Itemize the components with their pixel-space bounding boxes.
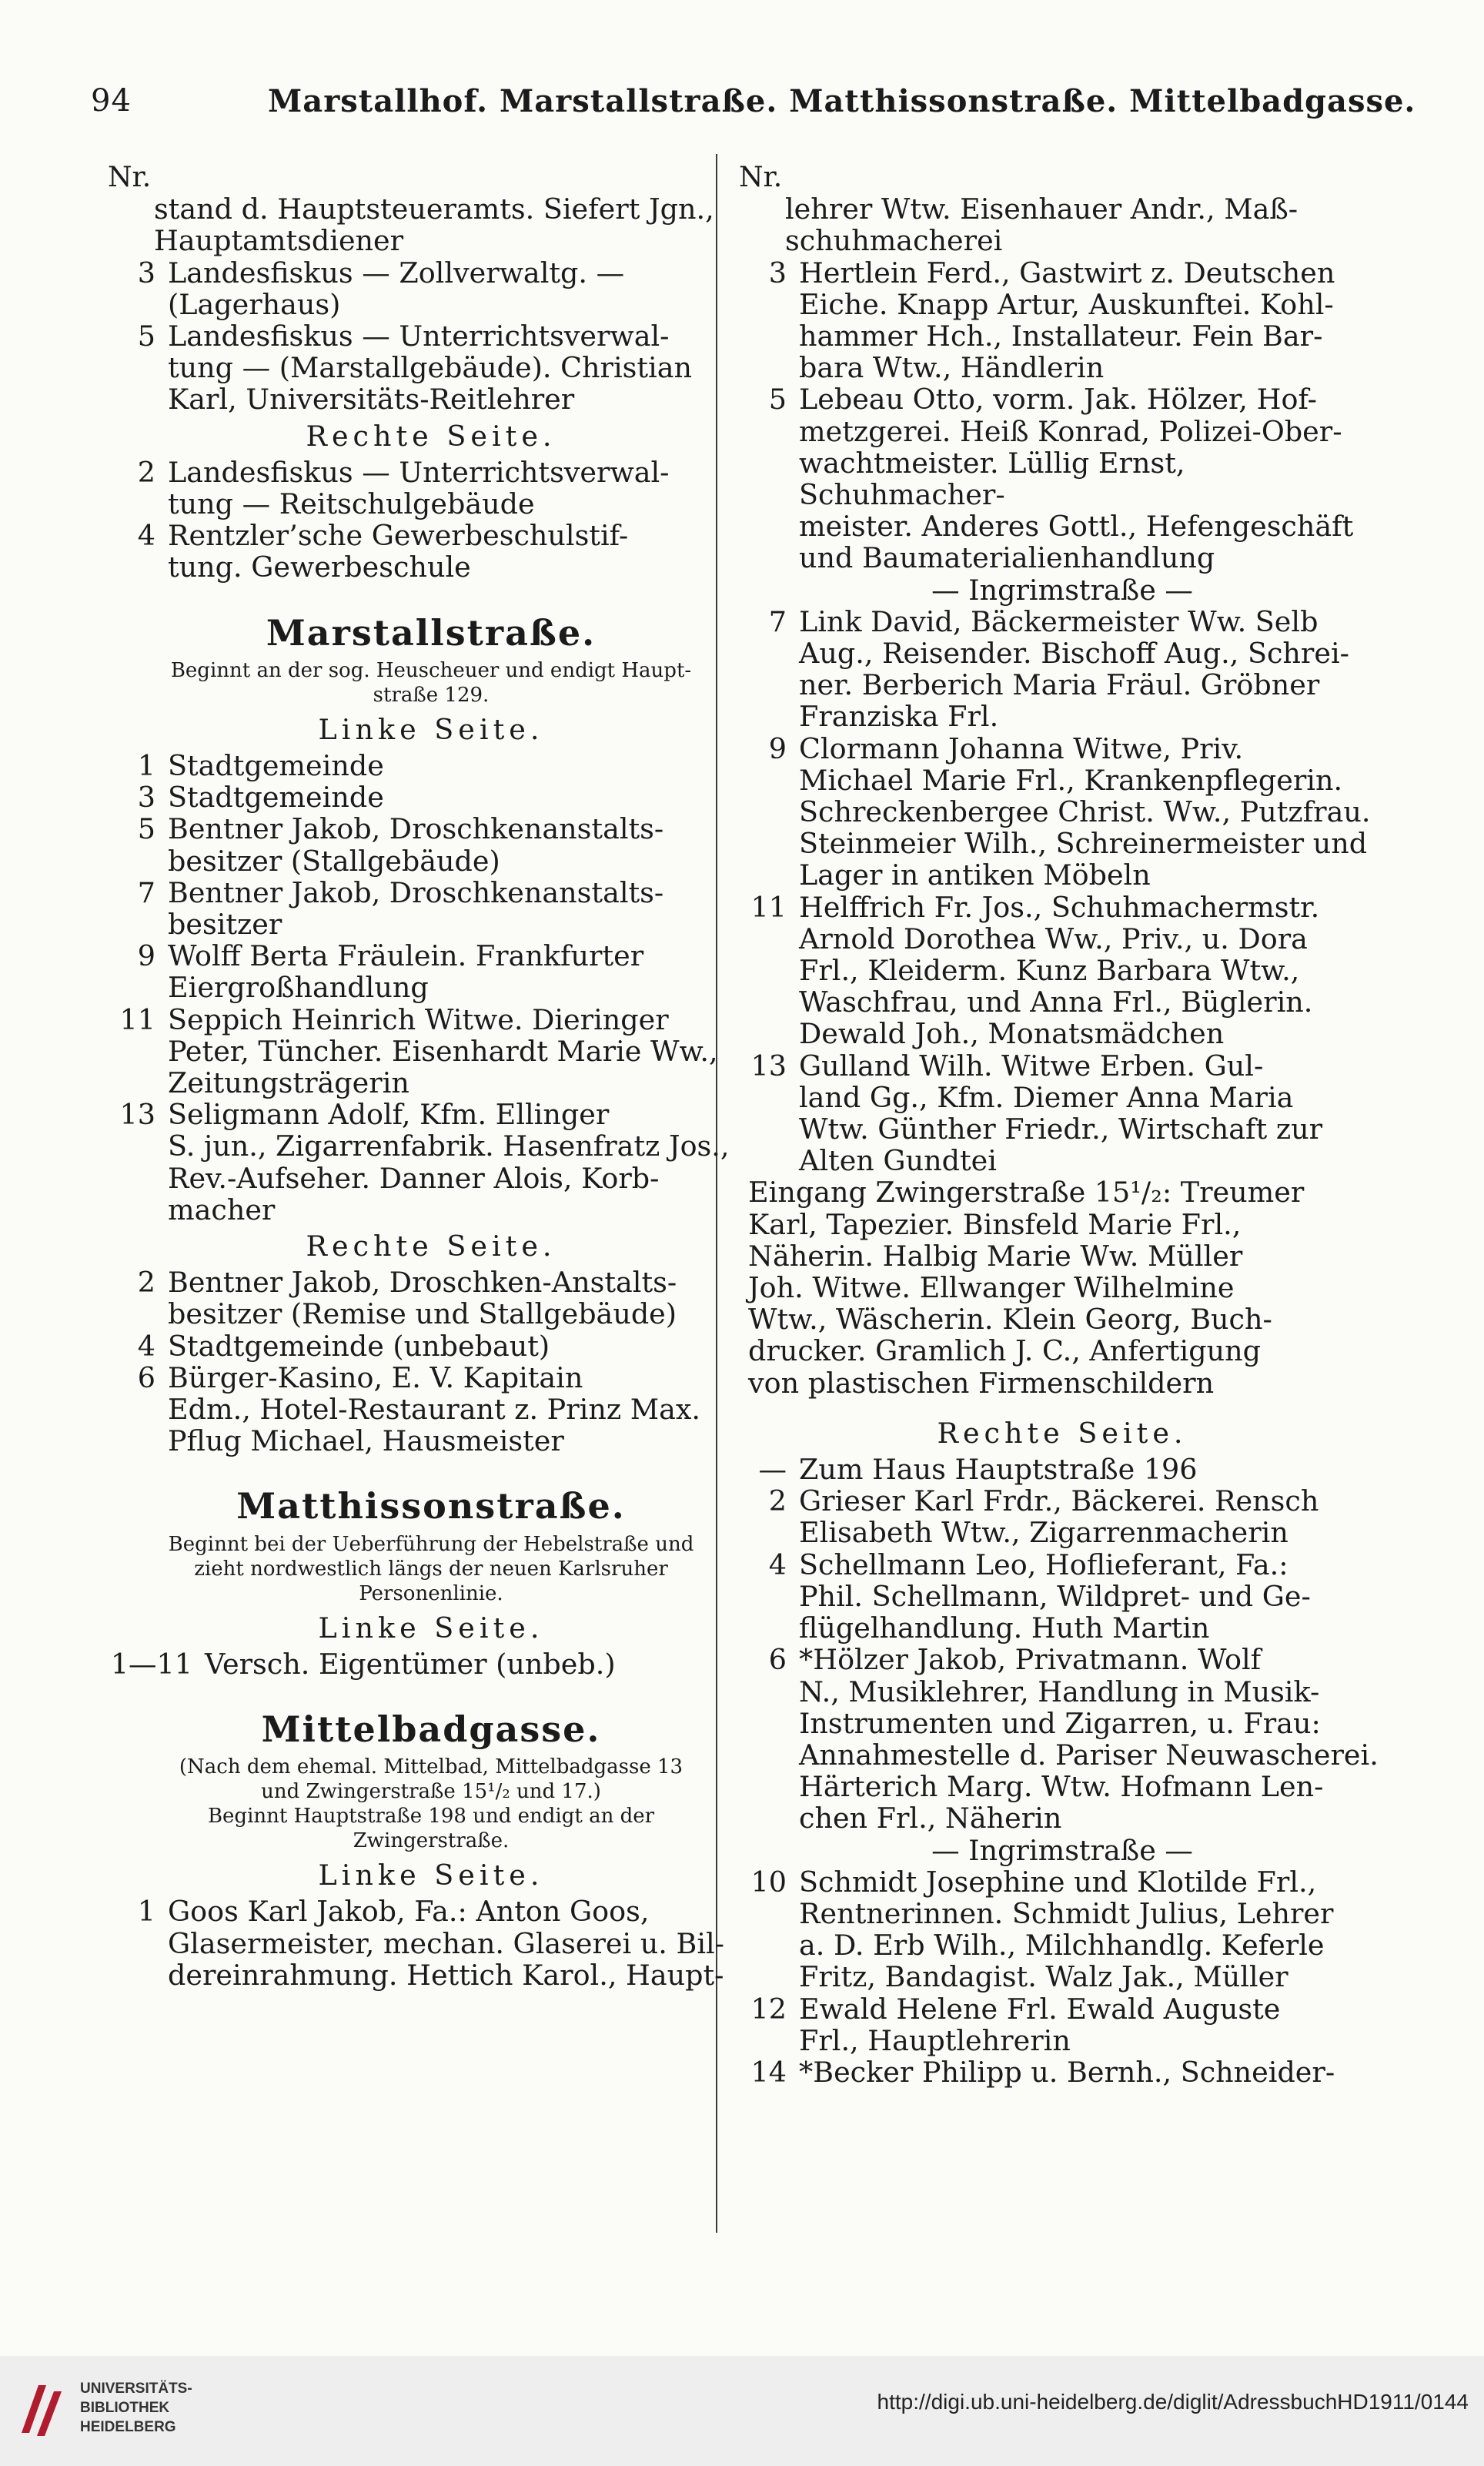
cross-street-divider: — Ingrimstraße — [931, 573, 1193, 607]
entry-text: Bentner Jakob, Droschkenanstalts- besitzer [168, 875, 664, 942]
house-number: 2 [768, 1484, 787, 1518]
list-item [739, 1644, 1385, 1834]
house-number: 7 [768, 604, 787, 638]
list-item [108, 457, 754, 520]
text-line: Hauptamtsdiener [154, 224, 404, 258]
entry-text: *Becker Philipp u. Bernh., Schneider- [799, 2055, 1335, 2089]
house-number: 3 [137, 256, 155, 289]
entry-text: Schellmann Leo, Hoflieferant, Fa.: Phil. Schellmann, Wildpret- und Ge- flügelhandlung. Huth Martin [799, 1548, 1311, 1645]
entry-text: Hertlein Ferd., Gastwirt z. Deutschen Eiche. Knapp Artur, Auskunftei. Kohl- hammer Hch., Installateur. Fein Bar- bara Wtw., Händlerin [799, 256, 1335, 385]
list-item [108, 940, 754, 1003]
house-number: 12 [750, 1992, 787, 2026]
list-item [739, 383, 1385, 574]
side-heading: Rechte Seite. [306, 419, 556, 453]
entry-text: Bentner Jakob, Droschken-Anstalts- besitzer (Remise und Stallgebäude) [168, 1266, 677, 1331]
library-logo-icon [15, 2379, 69, 2442]
street-note: Beginnt an der sog. Heuscheuer und endigt Haupt- straße 129. [170, 658, 692, 707]
entry-text: Lebeau Otto, vorm. Jak. Hölzer, Hof- metzgerei. Heiß Konrad, Polizei-Ober- wachtmeister. Lüllig Ernst, Schuhmacher- meister. Anderes Gottl., Hefengeschäft und Baumaterialienhandlung [799, 383, 1354, 575]
entry-text: Clormann Johanna Witwe, Priv. Michael Marie Frl., Krankenpflegerin. Schreckenbergee Christ. Ww., Putzfrau. Steinmeier Wilh., Schreinermeister und Lager in antiken Möbeln [799, 731, 1371, 892]
list-item [739, 733, 1385, 892]
entry-text: Helffrich Fr. Jos., Schuhmachermstr. Arnold Dorothea Ww., Priv., u. Dora Frl., Kleiderm. Kunz Barbara Wtw., Waschfrau, und Anna Frl., Büglerin. Dewald Joh., Monatsmädchen [799, 890, 1320, 1051]
running-title: Marstallhof. Marstallstraße. Matthissonstraße. Mittelbadgasse. [268, 83, 1416, 119]
list-item [739, 1993, 1385, 2056]
viewer-footer [0, 2356, 1484, 2466]
nr-label: Nr. [108, 162, 152, 193]
source-url-link[interactable]: http://digi.ub.uni-heidelberg.de/diglit/AdressbuchHD1911/0144 [877, 2390, 1469, 2414]
street-title: Matthissonstraße. [236, 1485, 626, 1527]
entrance-note: Eingang Zwingerstraße 15¹/₂: Treumer Karl, Tapezier. Binsfeld Marie Frl., Näherin. Halbig Marie Ww. Müller Joh. Witwe. Ellwanger Wilhelmine Wtw., Wäscherin. Klein Georg, Buch- drucker. Gramlich J. C., Anfertigung von plastischen Firmenschildern [748, 1176, 1305, 1400]
street-title: Marstallstraße. [266, 611, 597, 654]
entry-text: Wolff Berta Fräulein. Frankfurter Eiergroßhandlung [168, 939, 644, 1005]
entry-text: Zum Haus Hauptstraße 196 [799, 1453, 1198, 1487]
library-logo[interactable] [15, 2373, 192, 2450]
side-heading: Linke Seite. [318, 1611, 544, 1645]
page-header [91, 83, 1416, 129]
list-item [739, 1454, 1385, 1485]
list-item [739, 606, 1385, 733]
house-number: 14 [750, 2055, 787, 2089]
house-number: 5 [137, 812, 155, 846]
list-item [739, 1866, 1385, 1993]
house-number: 5 [768, 383, 787, 417]
house-number: 9 [137, 939, 155, 973]
house-number: 4 [137, 1329, 155, 1363]
list-item [108, 1330, 754, 1362]
house-number: 6 [768, 1643, 787, 1677]
house-number: 13 [119, 1098, 155, 1132]
side-heading: Rechte Seite. [937, 1416, 1188, 1450]
entry-text: Stadtgemeinde (unbebaut) [168, 1329, 550, 1363]
house-number: 3 [768, 256, 787, 289]
house-number: 13 [750, 1049, 787, 1082]
house-number: 6 [137, 1360, 155, 1394]
house-number: 1 [137, 1895, 155, 1929]
entry-text: Rentzler’sche Gewerbeschulstif- tung. Gewerbeschule [168, 519, 629, 584]
text-line: lehrer Wtw. Eisenhauer Andr., Maß- [785, 192, 1298, 226]
street-note: (Nach dem ehemal. Mittelbad, Mittelbadgasse 13 und Zwingerstraße 15¹/₂ und 17.) Beginnt Hauptstraße 198 und endigt an der Zwingerstraße. [179, 1755, 684, 1853]
entry-text: Goos Karl Jakob, Fa.: Anton Goos, Glasermeister, mechan. Glaserei u. Bil- dereinrahmung. Hettich Karol., Haupt- [168, 1895, 724, 1992]
list-item [739, 2056, 1385, 2088]
street-title: Mittelbadgasse. [261, 1708, 601, 1751]
entry-text: Gulland Wilh. Witwe Erben. Gul- land Gg., Kfm. Diemer Anna Maria Wtw. Günther Friedr., Wirtschaft zur Alten Gundtei [799, 1049, 1323, 1178]
list-item [108, 877, 754, 940]
entry-text: Bentner Jakob, Droschkenanstalts- besitzer (Stallgebäude) [168, 812, 664, 878]
side-heading: Linke Seite. [318, 712, 544, 746]
house-number: 11 [750, 890, 787, 924]
list-item [108, 320, 754, 416]
list-item [108, 520, 754, 583]
list-item [108, 813, 754, 876]
entry-text: Seppich Heinrich Witwe. Dieringer Peter, Tüncher. Eisenhardt Marie Ww., Zeitungsträgerin [168, 1002, 718, 1100]
house-number: — [758, 1453, 787, 1487]
text-line: stand d. Hauptsteueramts. Siefert Jgn., [154, 192, 714, 226]
house-number: 2 [137, 455, 155, 489]
entry-text: Stadtgemeinde [168, 781, 384, 815]
side-heading: Rechte Seite. [306, 1230, 556, 1263]
text-line: schuhmacherei [785, 224, 1003, 258]
entry-text: Seligmann Adolf, Kfm. Ellinger S. jun., Zigarrenfabrik. Hasenfratz Jos., Rev.-Aufseher. Danner Alois, Korb- macher [168, 1098, 730, 1226]
house-number: 11 [119, 1002, 155, 1036]
house-number: 9 [768, 731, 787, 765]
list-item [739, 1485, 1385, 1548]
list-item [108, 1004, 754, 1099]
entry-text: Schmidt Josephine und Klotilde Frl., Rentnerinnen. Schmidt Julius, Lehrer a. D. Erb Wilh., Milchhandlg. Keferle Fritz, Bandagist. Walz Jak., Müller [799, 1865, 1334, 1994]
list-item [739, 1549, 1385, 1645]
list-item [108, 750, 754, 781]
logo-text-line: UNIVERSITÄTS- [80, 2381, 192, 2397]
house-number: 4 [768, 1548, 787, 1581]
left-column [108, 162, 754, 1991]
list-item [739, 1050, 1385, 1177]
entry-text: Versch. Eigentümer (unbeb.) [205, 1647, 616, 1681]
house-number: 7 [137, 875, 155, 909]
house-number: 3 [137, 781, 155, 815]
entry-text: *Hölzer Jakob, Privatmann. Wolf N., Musiklehrer, Handlung in Musik- Instrumenten und Zigarren, u. Frau: Annahmestelle d. Pariser Neuwascherei. Härterich Marg. Wtw. Hofmann Len- chen Frl., Näherin [799, 1643, 1379, 1835]
list-item [108, 781, 754, 813]
house-number: 1 [137, 749, 155, 782]
house-number: 5 [137, 319, 155, 353]
list-item [108, 257, 754, 320]
entry-text: Landesfiskus — Unterrichtsverwal- tung — (Marstallgebäude). Christian Karl, Universitäts-Reitlehrer [168, 319, 692, 417]
side-heading: Linke Seite. [318, 1859, 544, 1892]
list-item [739, 257, 1385, 384]
list-item [108, 1896, 754, 1991]
list-item [739, 892, 1385, 1050]
nr-label: Nr. [739, 162, 783, 193]
list-item [108, 1648, 754, 1680]
logo-text-line: HEIDELBERG [80, 2419, 176, 2435]
entry-text: Landesfiskus — Zollverwaltg. — (Lagerhaus) [168, 256, 625, 321]
house-number: 2 [137, 1266, 155, 1300]
house-number: 1—11 [110, 1647, 192, 1681]
house-number: 10 [750, 1865, 787, 1899]
entry-text: Landesfiskus — Unterrichtsverwal- tung — Reitschulgebäude [168, 455, 670, 520]
entry-text: Bürger-Kasino, E. V. Kapitain Edm., Hotel-Restaurant z. Prinz Max. Pflug Michael, Hausmeister [168, 1360, 701, 1458]
entry-text: Grieser Karl Frdr., Bäckerei. Rensch Elisabeth Wtw., Zigarrenmacherin [799, 1484, 1319, 1550]
entry-text: Stadtgemeinde [168, 749, 384, 782]
right-column [739, 162, 1385, 2088]
entry-text: Link David, Bäckermeister Ww. Selb Aug., Reisender. Bischoff Aug., Schrei- ner. Berberich Maria Fräul. Gröbner Franziska Frl. [799, 604, 1349, 734]
logo-text-line: BIBLIOTHEK [80, 2400, 170, 2416]
entry-text: Ewald Helene Frl. Ewald Auguste Frl., Hauptlehrerin [799, 1992, 1281, 2057]
list-item [108, 1266, 754, 1330]
logo-text [80, 2379, 192, 2437]
list-item [108, 1099, 754, 1226]
page-number: 94 [91, 83, 132, 119]
cross-street-divider: — Ingrimstraße — [931, 1833, 1193, 1867]
street-note: Beginnt bei der Ueberführung der Hebelstraße und zieht nordwestlich längs der neuen Karlsruher Personenlinie. [168, 1532, 694, 1605]
house-number: 4 [137, 519, 155, 553]
list-item [108, 1362, 754, 1457]
